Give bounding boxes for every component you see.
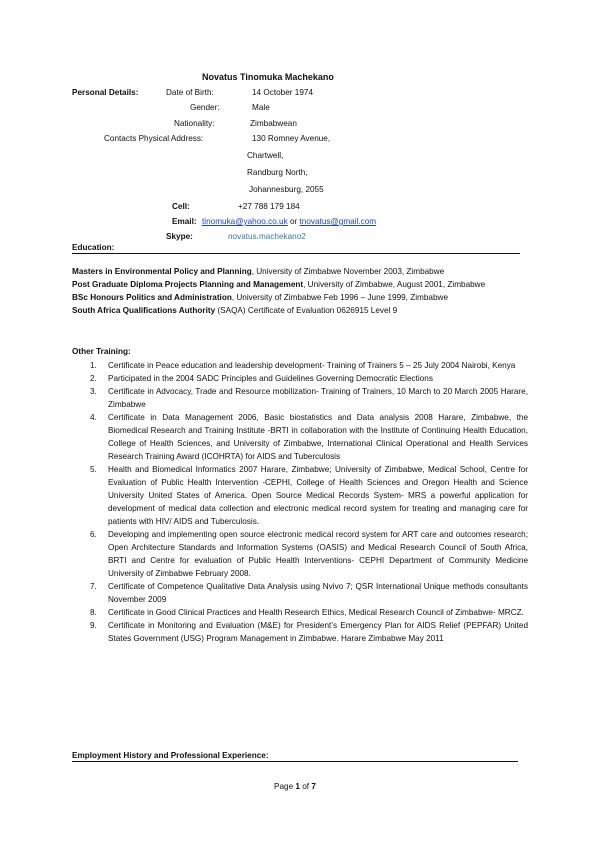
training-item: 2. Participated in the 2004 SADC Principles and Guidelines Governing Democratic Elections xyxy=(90,374,433,383)
education-list xyxy=(72,265,528,317)
page-total: 7 xyxy=(311,782,316,791)
skype-value: novatus.machekano2 xyxy=(228,232,306,241)
employment-divider xyxy=(72,761,518,762)
page-number: 1 xyxy=(295,782,300,791)
cell-value: +27 788 179 184 xyxy=(238,202,300,211)
address-label: Contacts Physical Address: xyxy=(104,134,204,143)
training-item: 3. Certificate in Advocacy, Trade and Resource mobilization- Training of Trainers, 10 March to 20 March 2005 Harare, Zimbabwe xyxy=(90,387,528,409)
personal-details-heading: Personal Details: xyxy=(72,88,139,97)
nationality-value: Zimbabwean xyxy=(250,119,297,128)
education-item: BSc Honours Politics and Administration, University of Zimbabwe Feb 1996 – June 1999, Zimbabwe xyxy=(72,293,448,302)
training-item: 9. Certificate in Monitoring and Evaluation (M&E) for President’s Emergency Plan for AIDS Relief (PEPFAR) United States Government (USG) Program Management in Zimbabwe. Harare Zimbabwe May 2011 xyxy=(90,621,528,643)
address-line-1: 130 Romney Avenue, xyxy=(252,134,331,143)
email-link-gmail[interactable]: tnovatus@gmail.com xyxy=(299,217,377,226)
skype-label: Skype: xyxy=(166,232,193,241)
training-item: 6. Developing and implementing open source electronic medical record system for ART care and outcomes research; Open Architecture Standards and Information Systems (OASIS) and Medical Research Council of South Africa, BRTI and Centre for evaluation of Public Health Interventions- CEPHI Department of Community Medicine University of Zimbabwe February 2008. xyxy=(90,530,528,578)
training-item: 4. Certificate in Data Management 2006, Basic biostatistics and Data analysis 2008 Harare, Zimbabwe, the Biomedical Research and Training Institute -BRTI in collaboration with the Institute of Continuing Health Education, College of Health Sciences, and University of Zimbabwe, International Clinical Operational and Health Services Research Training Award (ICOHRTA) for AIDS and Tuberculosis xyxy=(90,413,528,461)
dob-value: 14 October 1974 xyxy=(252,88,313,97)
page-footer: Page 1 of 7 xyxy=(274,782,316,791)
cell-label: Cell: xyxy=(172,202,190,211)
nationality-label: Nationality: xyxy=(174,119,215,128)
training-list xyxy=(72,359,528,645)
employment-heading: Employment History and Professional Experience: xyxy=(72,751,269,760)
education-item: Post Graduate Diploma Projects Planning and Management, University of Zimbabwe, August 2001, Zimbabwe xyxy=(72,280,486,289)
email-or: or xyxy=(287,217,300,226)
dob-label: Date of Birth: xyxy=(166,88,214,97)
training-item: 5. Health and Biomedical Informatics 2007 Harare, Zimbabwe; University of Zimbabwe, Medical School, Centre for Evaluation of Public Health Intervention -CEPHI, College of Health Sciences and Oregon Health and Science University United States of America. Open Source Medical Records System- MRS a powerful application for development of medical data collection and electronic medical record system for treating and managing care for patients with HIV/ AIDS and Tuberculosis. xyxy=(90,465,528,526)
training-item: 1. Certificate in Peace education and leadership development- Training of Trainers 5 – 25 July 2004 Nairobi, Kenya xyxy=(90,361,516,370)
email-row xyxy=(202,215,376,228)
gender-value: Male xyxy=(252,103,270,112)
education-heading: Education: xyxy=(72,243,115,252)
training-item: 7. Certificate of Competence Qualitative Data Analysis using Nvivo 7; QSR International Unique methods consultants November 2009 xyxy=(90,582,528,604)
address-line-4: Johannesburg, 2055 xyxy=(249,185,324,194)
address-line-3: Randburg North, xyxy=(247,168,308,177)
gender-label: Gender: xyxy=(190,103,220,112)
education-item: South Africa Qualifications Authority (SAQA) Certificate of Evaluation 0626915 Level 9 xyxy=(72,306,398,315)
email-label: Email: xyxy=(172,217,197,226)
email-link-yahoo[interactable]: tinomuka@yahoo.co.uk xyxy=(202,217,288,226)
address-line-2: Chartwell, xyxy=(247,151,284,160)
training-item: 8. Certificate in Good Clinical Practices and Health Research Ethics, Medical Research Council of Zimbabwe- MRCZ. xyxy=(90,608,524,617)
candidate-name: Novatus Tinomuka Machekano xyxy=(202,72,334,82)
education-divider xyxy=(72,253,520,254)
education-item: Masters in Environmental Policy and Planning, University of Zimbabwe November 2003, Zimbabwe xyxy=(72,267,445,276)
other-training-heading: Other Training: xyxy=(72,347,131,356)
